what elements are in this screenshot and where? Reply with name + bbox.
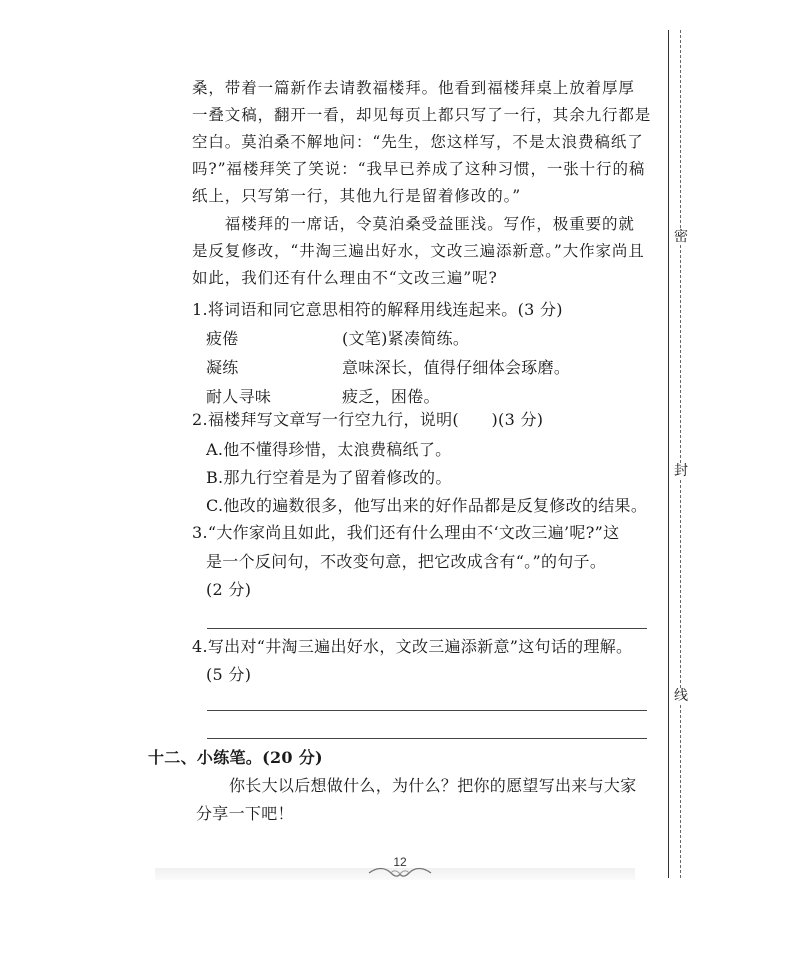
seal-char-mi: 密 <box>674 229 688 245</box>
q1-word: 耐人寻味 <box>206 387 272 406</box>
passage-line: 桑，带着一篇新作去请教福楼拜。他看到福楼拜桌上放着厚厚 <box>192 79 635 97</box>
passage-line: 福楼拜的一席话，令莫泊桑受益匪浅。写作，极重要的就 <box>192 215 635 233</box>
question-3-line: (2 分) <box>206 580 252 599</box>
answer-line[interactable] <box>207 738 647 739</box>
passage-line: 一叠文稿，翻开一看，却见每页上都只写了一行，其余九行都是 <box>192 106 652 124</box>
page-ornament-icon <box>367 866 433 880</box>
q2-option-b[interactable]: B.那九行空着是为了留着修改的。 <box>206 468 452 487</box>
seal-char-feng: 封 <box>674 463 688 479</box>
section-12-prompt: 你长大以后想做什么，为什么？把你的愿望写出来与大家 <box>229 776 637 795</box>
answer-line[interactable] <box>207 628 647 629</box>
q1-word: 凝练 <box>206 358 239 377</box>
question-4-line: 4.写出对“井淘三遍出好水，文改三遍添新意”这句话的理解。 <box>192 637 633 656</box>
q2-option-a[interactable]: A.他不懂得珍惜，太浪费稿纸了。 <box>206 440 452 459</box>
section-12-prompt: 分享一下吧！ <box>196 804 294 823</box>
passage-line: 吗?”福楼拜笑了笑说：“我早已养成了这种习惯，一张十行的稿 <box>192 160 646 178</box>
passage-line: 空白。莫泊桑不解地问：“先生，您这样写，不是太浪费稿纸了 <box>192 133 644 151</box>
passage-line: 纸上，只写第一行，其他九行是留着修改的。” <box>192 187 522 205</box>
q1-meaning: (文笔)紧凑简练。 <box>342 329 470 348</box>
section-12-heading: 十二、小练笔。(20 分) <box>148 748 323 767</box>
passage-line: 如此，我们还有什么理由不“文改三遍”呢? <box>192 269 498 287</box>
answer-line[interactable] <box>207 710 647 711</box>
q1-meaning: 疲乏，困倦。 <box>342 387 440 406</box>
question-2-prompt: 2.福楼拜写文章写一行空九行，说明( )(3 分) <box>192 410 544 429</box>
question-3-line: 3.“大作家尚且如此，我们还有什么理由不‘文改三遍’呢?”这 <box>192 523 620 542</box>
page-number: 12 <box>393 855 407 869</box>
q1-meaning: 意味深长，值得仔细体会琢磨。 <box>342 358 571 377</box>
seal-char-xian: 线 <box>674 688 688 704</box>
seal-dashed-line <box>680 30 681 878</box>
question-1-prompt: 1.将词语和同它意思相符的解释用线连起来。(3 分) <box>192 300 563 319</box>
passage-line: 是反复修改，“井淘三遍出好水，文改三遍添新意。”大作家尚且 <box>192 242 645 260</box>
question-4-line: (5 分) <box>206 665 252 684</box>
seal-border-line <box>668 30 669 878</box>
question-3-line: 是一个反问句，不改变句意，把它改成含有“。”的句子。 <box>206 552 607 571</box>
q2-option-c[interactable]: C.他改的遍数很多，他写出来的好作品都是反复修改的结果。 <box>206 496 648 515</box>
q1-word: 疲倦 <box>206 329 239 348</box>
